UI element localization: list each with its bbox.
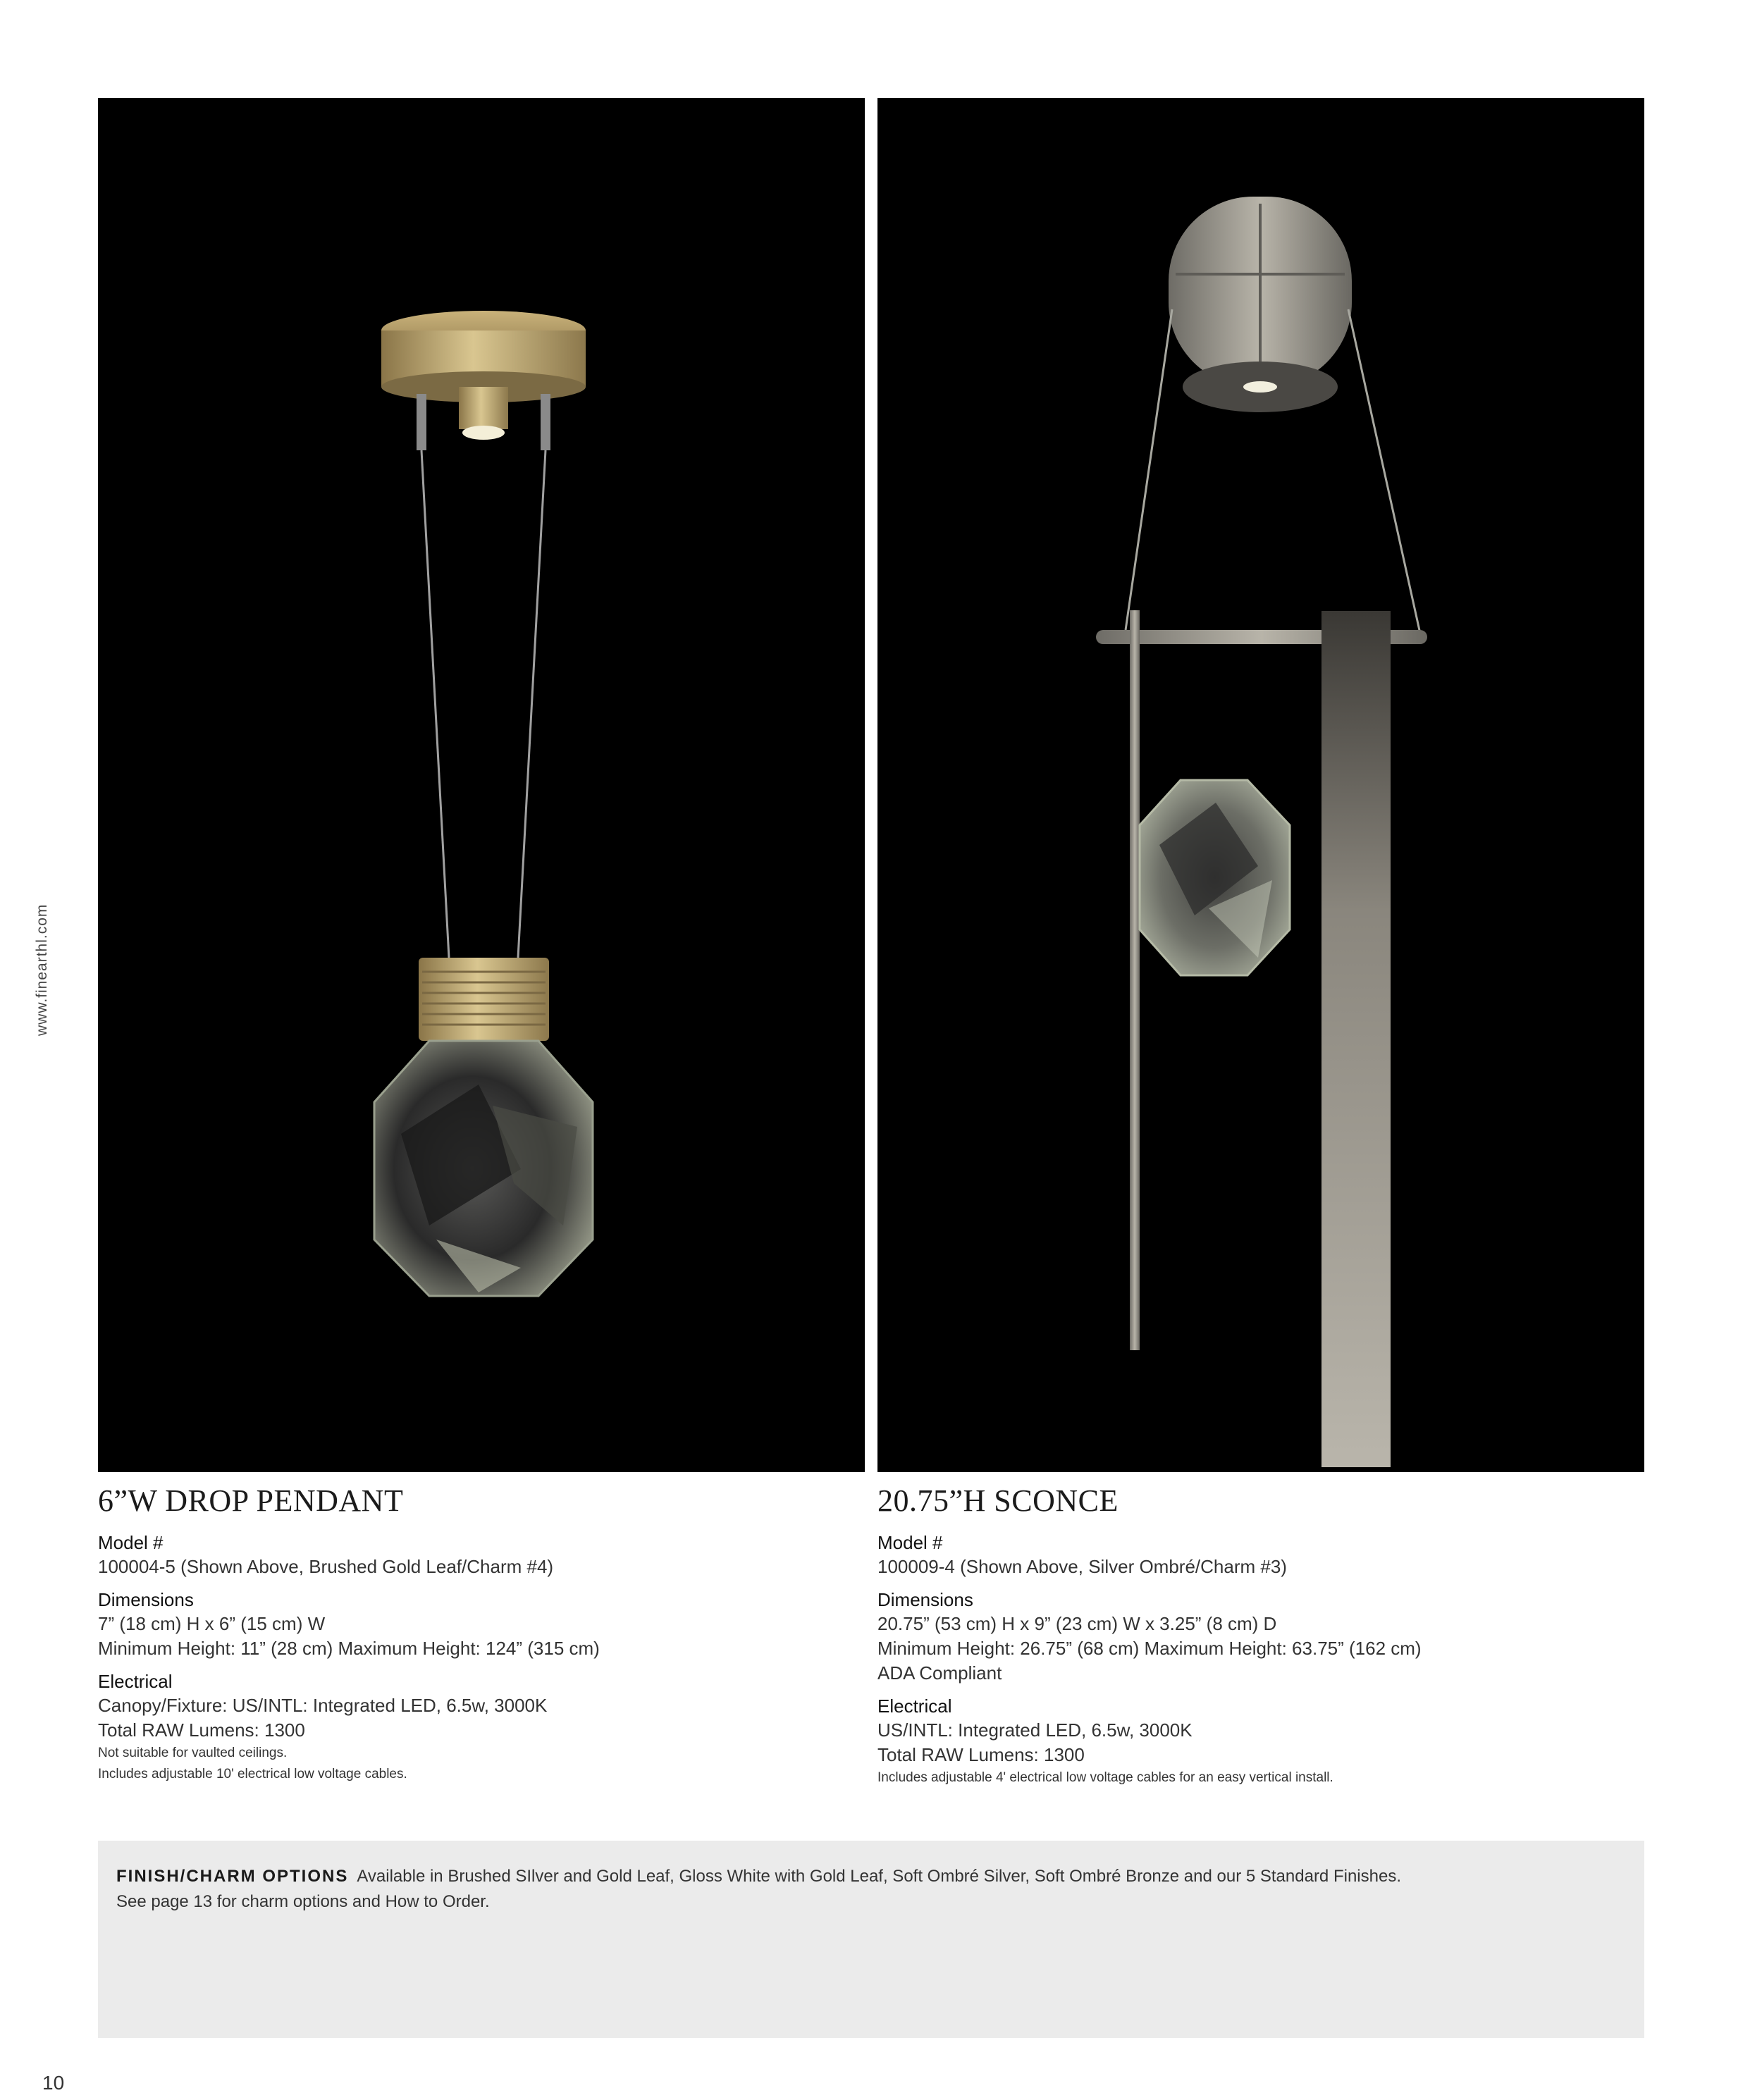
electrical-label: Electrical	[877, 1696, 952, 1717]
model-label: Model #	[98, 1532, 164, 1554]
finish-options-text	[116, 1864, 1625, 1915]
wire-left	[1126, 309, 1172, 630]
led-glow	[1243, 381, 1277, 393]
product-note: Includes adjustable 4' electrical low voltage cables for an easy vertical install.	[877, 1770, 1333, 1786]
product-note: Not suitable for vaulted ceilings.	[98, 1746, 288, 1761]
dimensions-line: Minimum Height: 11” (28 cm) Maximum Height: 124” (315 cm)	[98, 1638, 600, 1660]
finish-options-description: Available in Brushed SIlver and Gold Leaf, Gloss White with Gold Leaf, Soft Ombré Silver, Soft Ombré Bronze and our 5 Standard Finishes.	[357, 1867, 1401, 1886]
dimensions-label: Dimensions	[98, 1589, 194, 1611]
finish-options-reference: See page 13 for charm options and How to Order.	[116, 1892, 490, 1911]
model-value: 100004-5 (Shown Above, Brushed Gold Leaf/Charm #4)	[98, 1556, 554, 1578]
electrical-label: Electrical	[98, 1671, 173, 1693]
led-glow	[462, 426, 505, 440]
sconce-illustration	[877, 98, 1644, 1472]
electrical-line: Total RAW Lumens: 1300	[877, 1744, 1085, 1766]
pendant-specs	[98, 1484, 859, 1785]
electrical-line: Canopy/Fixture: US/INTL: Integrated LED, 6.5w, 3000K	[98, 1695, 548, 1717]
product-title: 6”W DROP PENDANT	[98, 1483, 404, 1518]
ombre-strap	[1322, 611, 1391, 1467]
website-url: www.finearthl.com	[34, 903, 50, 1036]
wire-right	[1348, 309, 1420, 634]
sconce-product-photo	[877, 98, 1644, 1472]
thin-bar	[1130, 610, 1140, 1350]
cable-right	[518, 450, 546, 958]
pendant-illustration	[98, 98, 865, 1472]
finish-options-panel	[98, 1841, 1644, 2038]
dimensions-line: ADA Compliant	[877, 1662, 1002, 1684]
dimensions-line: Minimum Height: 26.75” (68 cm) Maximum Height: 63.75” (162 cm)	[877, 1638, 1422, 1660]
pendant-product-photo	[98, 98, 865, 1472]
page-number: 10	[42, 2072, 65, 2094]
electrical-line: US/INTL: Integrated LED, 6.5w, 3000K	[877, 1719, 1193, 1741]
dimensions-label: Dimensions	[877, 1589, 973, 1611]
sconce-specs	[877, 1484, 1639, 1789]
product-title: 20.75”H SCONCE	[877, 1483, 1119, 1518]
dimensions-line: 20.75” (53 cm) H x 9” (23 cm) W x 3.25” (8 cm) D	[877, 1613, 1277, 1635]
model-value: 100009-4 (Shown Above, Silver Ombré/Charm #3)	[877, 1556, 1287, 1578]
gold-cap	[419, 958, 549, 1041]
electrical-line: Total RAW Lumens: 1300	[98, 1719, 305, 1741]
dimensions-line: 7” (18 cm) H x 6” (15 cm) W	[98, 1613, 326, 1635]
product-note: Includes adjustable 10' electrical low voltage cables.	[98, 1767, 407, 1782]
cable-left	[421, 450, 449, 958]
finish-options-title: FINISH/CHARM OPTIONS	[116, 1867, 349, 1886]
model-label: Model #	[877, 1532, 943, 1554]
